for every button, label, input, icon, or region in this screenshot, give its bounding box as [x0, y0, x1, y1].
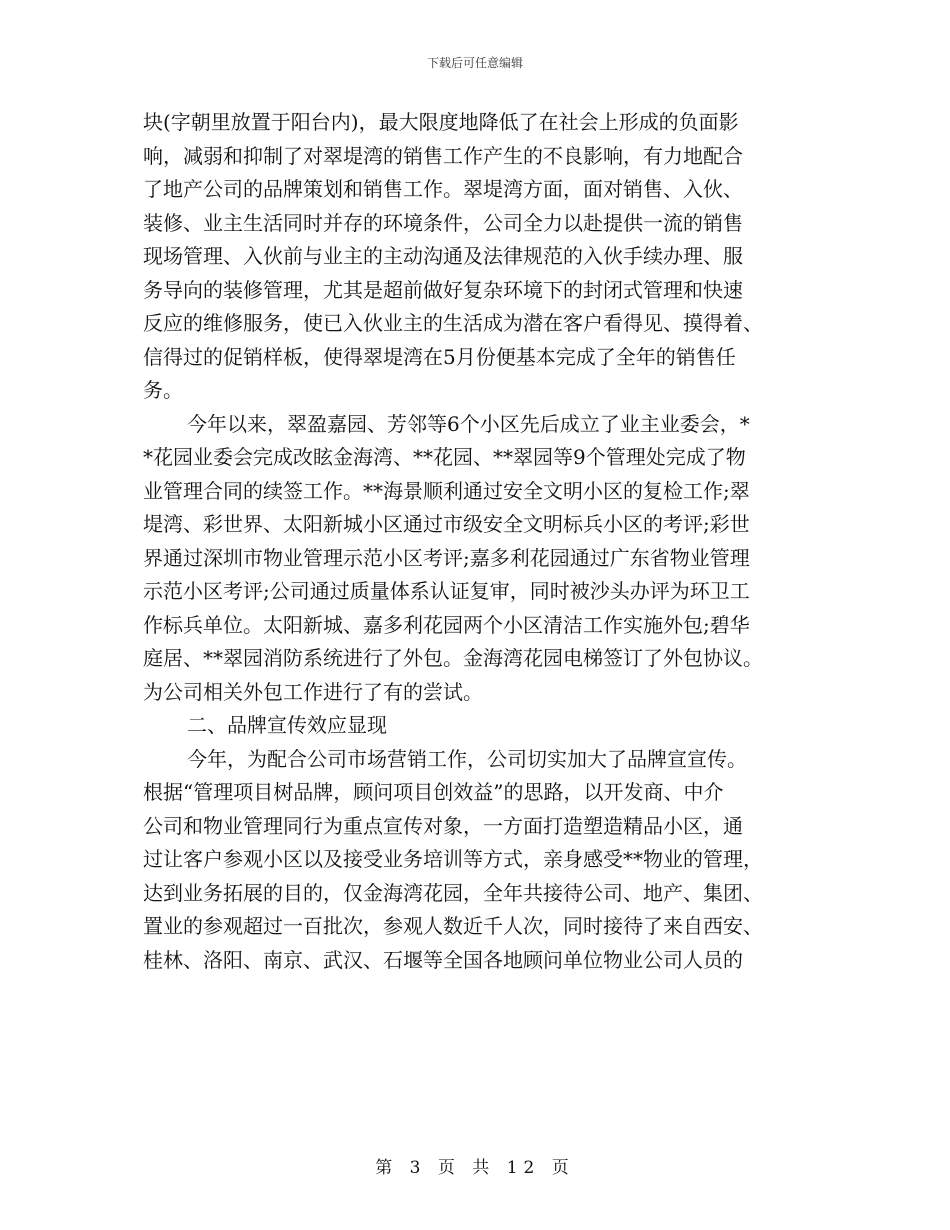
page-footer: 第 3 页 共 12 页 [375, 1158, 575, 1178]
text-line: 业管理合同的续签工作。**海景顺利通过安全文明小区的复检工作;翠 [143, 478, 750, 503]
text-line: 现场管理、入伙前与业主的主动沟通及法律规范的入伙手续办理、服 [143, 244, 743, 268]
document-body [143, 106, 808, 977]
text-line: 界通过深圳市物业管理示范小区考评;嘉多利花园通过广东省物业管理 [143, 545, 750, 570]
text-line: 块(字朝里放置于阳台内)，最大限度地降低了在社会上形成的负面影 [143, 110, 739, 134]
text-line: *花园业委会完成改眩金海湾、**花园、**翠园等9个管理处完成了物 [143, 445, 746, 469]
text-line: 今年以来，翠盈嘉园、芳邻等6个小区先后成立了业主业委会，* [187, 411, 750, 436]
page-header: 下载后可任意编辑 [426, 56, 523, 70]
text-line: 示范小区考评;公司通过质量体系认证复审，同时被沙头办评为环卫工 [143, 579, 750, 603]
text-line: 庭居、**翠园消防系统进行了外包。金海湾花园电梯签订了外包协议。 [143, 646, 763, 670]
text-line: 今年，为配合公司市场营销工作，公司切实加大了品牌宣宣传。 [187, 746, 747, 771]
text-line: 过让客户参观小区以及接受业务培训等方式，亲身感受**物业的管理， [143, 847, 763, 871]
text-line: 堤湾、彩世界、太阳新城小区通过市级安全文明标兵小区的考评;彩世 [143, 512, 750, 536]
text-line: 二、品牌宣传效应显现 [187, 713, 387, 737]
text-line: 响，减弱和抑制了对翠堤湾的销售工作产生的不良影响，有力地配合 [143, 143, 743, 168]
text-line: 根据“管理项目树品牌，顾问项目创效益”的思路，以开发商、中介 [143, 780, 724, 804]
text-line: 务。 [143, 378, 183, 402]
text-line: 为公司相关外包工作进行了有的尝试。 [143, 679, 483, 704]
text-line: 务导向的装修管理，尤其是超前做好复杂环境下的封闭式管理和快速 [143, 277, 743, 302]
text-line: 作标兵单位。太阳新城、嘉多利花园两个小区清洁工作实施外包;碧华 [143, 612, 750, 637]
text-line: 装修、业主生活同时并存的环境条件，公司全力以赴提供一流的销售 [143, 210, 743, 235]
text-line: 达到业务拓展的目的，仅金海湾花园，全年共接待公司、地产、集团、 [143, 880, 763, 905]
text-line: 了地产公司的品牌策划和销售工作。翠堤湾方面，面对销售、入伙、 [143, 177, 743, 201]
text-line: 反应的维修服务，使已入伙业主的生活成为潜在客户看得见、摸得着、 [143, 311, 763, 335]
text-line: 桂林、洛阳、南京、武汉、石堰等全国各地顾问单位物业公司人员的 [143, 947, 743, 972]
text-line: 公司和物业管理同行为重点宣传对象，一方面打造塑造精品小区，通 [143, 813, 743, 838]
text-line: 信得过的促销样板，使得翠堤湾在5月份便基本完成了全年的销售任 [143, 344, 736, 369]
text-line: 置业的参观超过一百批次，参观人数近千人次，同时接待了来自西安、 [143, 914, 763, 938]
